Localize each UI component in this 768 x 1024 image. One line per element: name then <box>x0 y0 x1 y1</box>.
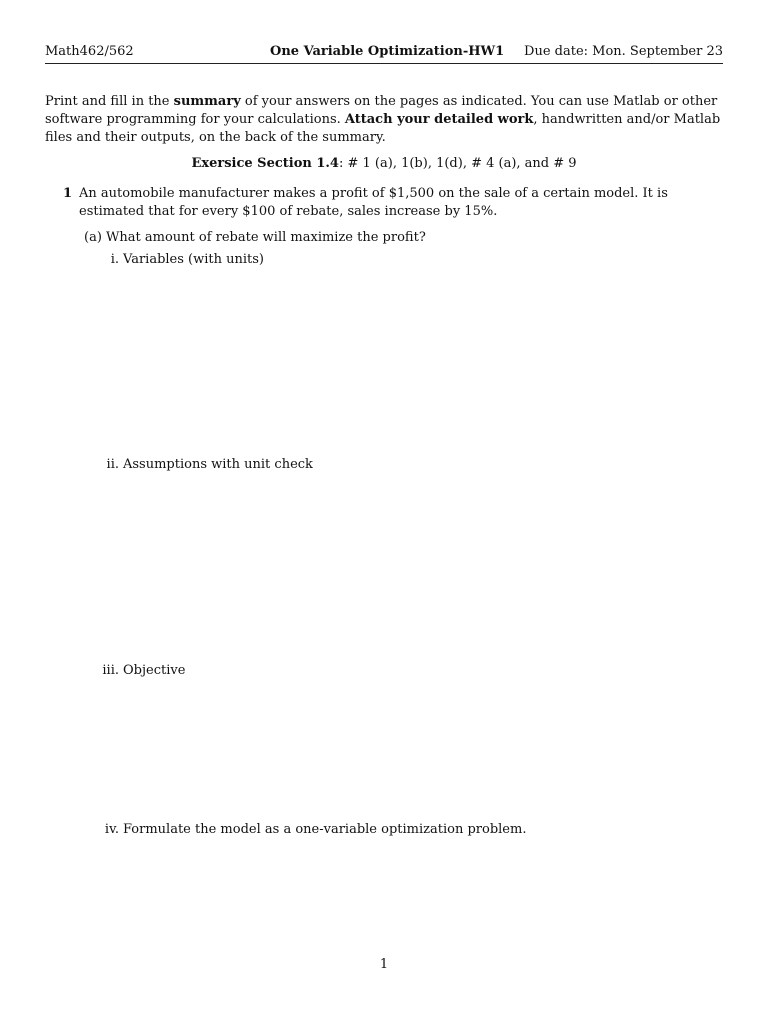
section-heading-rest: : # 1 (a), 1(b), 1(d), # 4 (a), and # 9 <box>338 156 577 171</box>
problem-text: An automobile manufacturer makes a profit of $1,500 on the sale of a certain model. It is estimated that for every $100 of rebate, sales increase by 15%. <box>79 186 668 219</box>
subpart-formulate <box>97 822 526 837</box>
problem-number: 1 <box>63 186 73 201</box>
page-number: 1 <box>379 957 389 972</box>
intro-bold-summary: summary <box>173 94 241 109</box>
subpart-label: iii. <box>102 663 119 678</box>
part-a-question: (a) What amount of rebate will maximize the profit? <box>84 230 426 245</box>
due-date: Due date: Mon. September 23 <box>524 44 723 59</box>
subpart-objective <box>97 663 185 678</box>
subpart-assumptions <box>97 457 313 472</box>
page-header <box>45 44 723 62</box>
subpart-text: Assumptions with unit check <box>123 457 313 472</box>
assignment-title: One Variable Optimization-HW1 <box>270 44 505 59</box>
subpart-text: Objective <box>123 663 186 678</box>
section-heading <box>0 156 768 171</box>
problem-1 <box>63 185 723 221</box>
intro-text-3: , handwritten and/or Matlab files and their outputs, on the back of the summary. <box>45 112 721 145</box>
subpart-variables <box>97 252 264 267</box>
intro-bold-attach: Attach your detailed work <box>344 112 534 127</box>
subpart-label: ii. <box>106 457 119 472</box>
subpart-label: i. <box>110 252 119 267</box>
subpart-label: iv. <box>104 822 119 837</box>
intro-text-1: Print and fill in the <box>45 94 174 109</box>
subpart-text: Formulate the model as a one-variable optimization problem. <box>123 822 527 837</box>
header-divider <box>45 63 723 64</box>
intro-text-2: of your answers on the pages as indicated. You can use Matlab or other software programming for your calculations. <box>45 94 718 127</box>
section-heading-bold: Exersice Section 1.4 <box>191 156 339 171</box>
subpart-text: Variables (with units) <box>123 252 265 267</box>
instructions-paragraph <box>45 93 725 147</box>
course-code: Math462/562 <box>45 44 134 59</box>
